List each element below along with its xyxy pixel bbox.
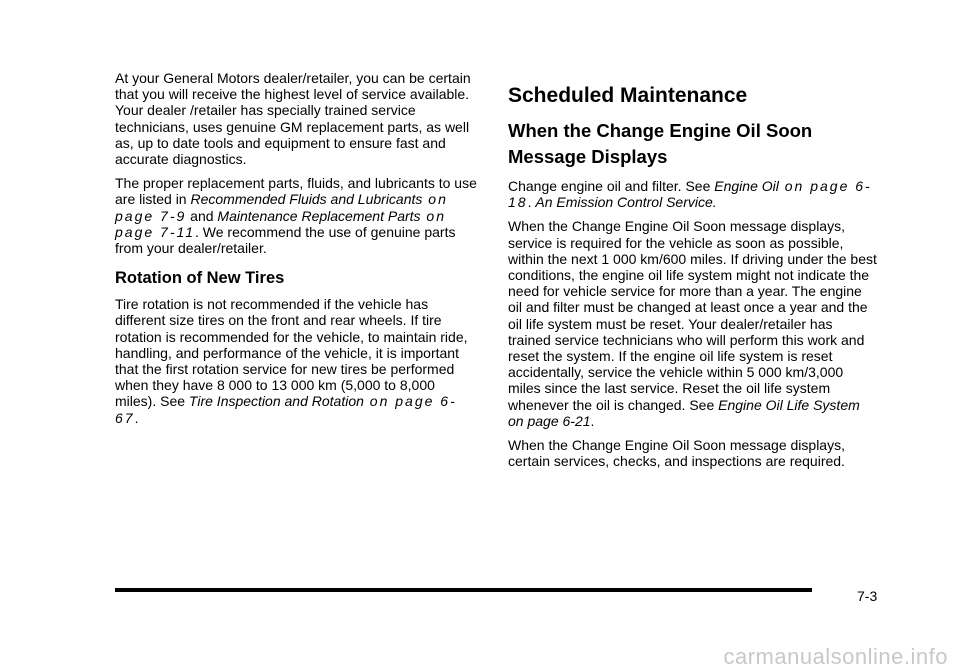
- text: Change engine oil and filter. See: [508, 178, 715, 194]
- link-page: on page 7-9: [115, 191, 448, 224]
- page-number: 7-3: [857, 588, 878, 604]
- link-page: on page 7-11: [115, 207, 446, 240]
- right-column: [508, 70, 878, 477]
- text: The proper replacement parts, fluids, and lubricants to use are listed in: [115, 175, 477, 208]
- watermark: carmanualsonline.info: [723, 644, 948, 669]
- text: .: [527, 194, 536, 211]
- oil-message-paragraph: [508, 218, 878, 429]
- text: . We recommend the use of genuine parts from your dealer/retailer.: [115, 223, 456, 257]
- link-page: on page 6-18: [508, 178, 872, 211]
- services-paragraph: When the Change Engine Oil Soon message displays, certain services, checks, and inspections are required.: [508, 437, 845, 470]
- change-oil-paragraph: [508, 178, 878, 210]
- text: .: [590, 412, 595, 429]
- change-oil-heading: When the Change Engine Oil Soon Message Displays: [508, 120, 813, 167]
- link-text: Recommended Fluids and Lubricants: [190, 191, 423, 208]
- left-column: [115, 70, 477, 434]
- emission-note: An Emission Control Service.: [535, 194, 717, 211]
- link-text: Tire Inspection and Rotation: [188, 393, 364, 410]
- rotation-paragraph: [115, 296, 477, 426]
- replacement-parts-paragraph: [115, 175, 477, 256]
- rotation-heading: Rotation of New Tires: [115, 269, 285, 288]
- footer-rule: [115, 588, 812, 592]
- link-text: Maintenance Replacement Parts: [217, 207, 421, 224]
- link-page: on page 6-67: [115, 393, 457, 426]
- text: .: [134, 409, 139, 426]
- link-text: Engine Oil: [714, 178, 779, 194]
- text: Tire rotation is not recommended if the vehicle has different size tires on the front and rear wheels. If tire rotation is recommended for the vehicle, to maintain ride, handling, and performance of the vehicle, it is important that the first rotation service for new tires be performed when they have 8 000 to 13 000 km (5,000 to 8,000 miles). See: [115, 296, 468, 410]
- text: When the Change Engine Oil Soon message displays, service is required for the vehicle as soon as possible, within the next 1 000 km/600 miles. If driving under the best conditions, the engine oil life system might not indicate the need for vehicle service for more than a year. The engine oil and filter must be changed at least once a year and the oil life system must be reset. Your dealer/retailer has trained service technicians who will perform this work and reset the system. If the engine oil life system is reset accidentally, service the vehicle within 5 000 km/3,000 miles since the last service. Reset the oil life system whenever the oil is changed. See: [508, 218, 877, 413]
- text: and: [186, 207, 218, 224]
- dealer-paragraph: At your General Motors dealer/retailer, you can be certain that you will receive the highest level of service available. Your dealer /retailer has specially trained service technicians, uses genuine GM replacement parts, as well as, up to date tools and equipment to ensure fast and accurate diagnostics.: [115, 70, 471, 168]
- link-oil-life-system[interactable]: Engine Oil Life System on page 6-21: [508, 396, 860, 429]
- scheduled-maintenance-heading: Scheduled Maintenance: [508, 84, 748, 107]
